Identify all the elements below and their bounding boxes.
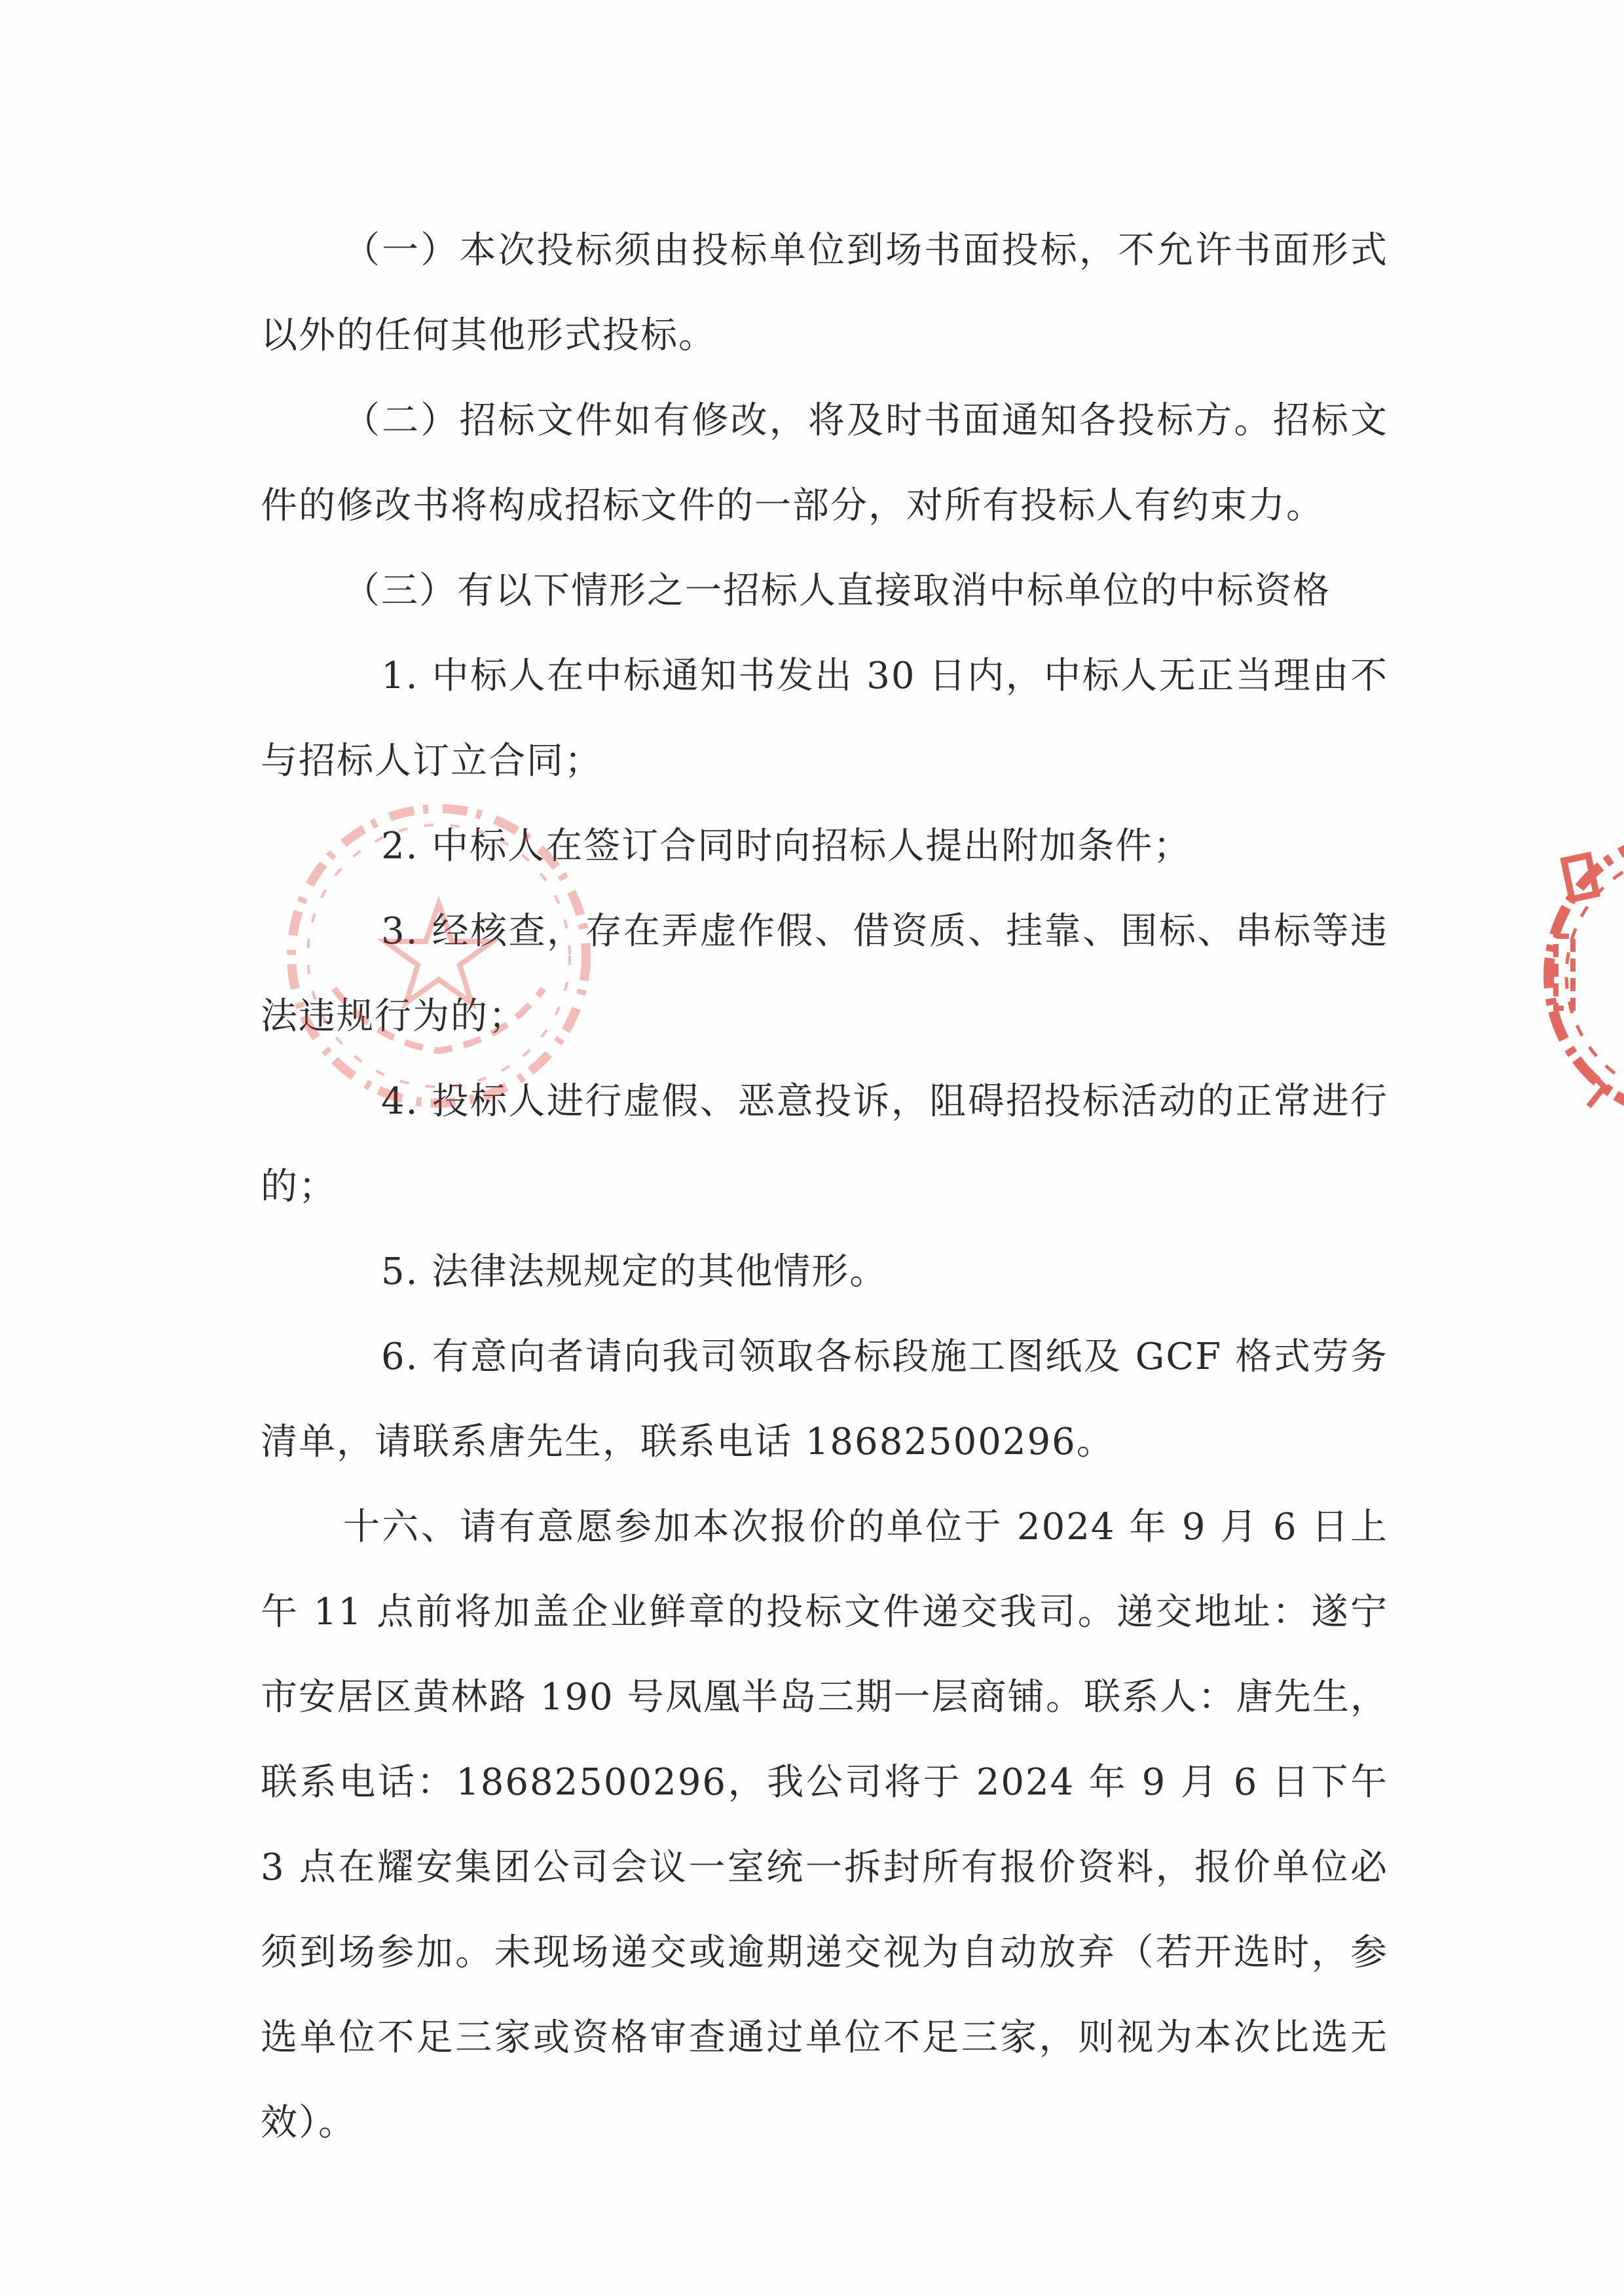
list-item-fraud: 3. 经核查，存在弄虚作假、借资质、挂靠、围标、串标等违法违规行为的； [261, 910, 1388, 1038]
paragraph-submission-details: 十六、请有意愿参加本次报价的单位于 2024 年 9 月 6 日上午 11 点前将加盖企业鲜章的投标文件递交我司。递交地址：遂宁市安居区黄林路 190 号凤凰半岛三期一层商铺。联系人：唐先生，联系电话：18682500296，我公司将于 2024 年 9 月 6 日下午 3 点在耀安集团公司会议一室统一拆封所有报价资料，报价单位必须到场参加。未现场递交或逾期递交视为自动放弃（若开选时，参选单位不足三家或资格审查通过单位不足三家，则视为本次比选无效）。 [261, 1506, 1388, 2144]
paragraph-disqualification-heading: （三）有以下情形之一招标人直接取消中标单位的中标资格 [343, 570, 1331, 612]
list-item-additional-conditions: 2. 中标人在签订合同时向招标人提出附加条件； [381, 825, 1192, 867]
edge-seal-stamp [1526, 812, 1624, 1139]
paragraph-document-amendment: （二）招标文件如有修改，将及时书面通知各投标方。招标文件的修改书将构成招标文件的一部分，对所有投标人有约束力。 [261, 399, 1388, 527]
list-item-drawings-contact: 6. 有意向者请向我司领取各标段施工图纸及 GCF 格式劳务清单，请联系唐先生，联系电话 18682500296。 [261, 1336, 1388, 1463]
list-item-false-complaint: 4. 投标人进行虚假、恶意投诉，阻碍招投标活动的正常进行的； [261, 1080, 1388, 1208]
list-item-other-cases: 5. 法律法规规定的其他情形。 [381, 1250, 888, 1293]
list-item-contract-refusal: 1. 中标人在中标通知书发出 30 日内，中标人无正当理由不与招标人订立合同； [261, 655, 1388, 782]
paragraph-bid-method: （一）本次投标须由投标单位到场书面投标，不允许书面形式以外的任何其他形式投标。 [261, 229, 1388, 357]
document-body [261, 208, 1388, 2166]
